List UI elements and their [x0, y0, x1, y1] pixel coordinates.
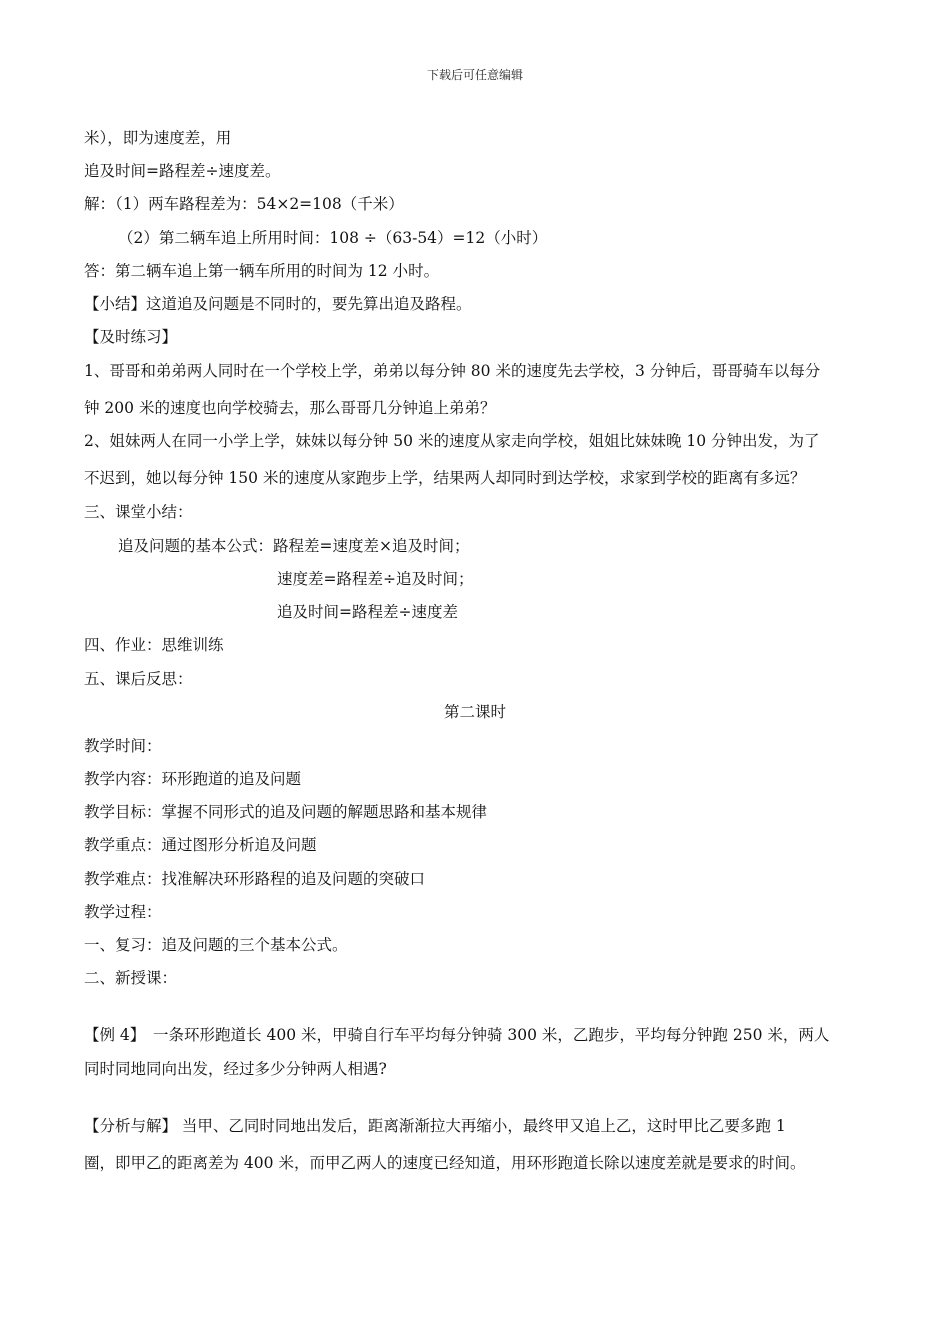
- exercise-2-line-1: 2、姐妹两人在同一小学上学，妹妹以每分钟 50 米的速度从家走向学校，姐姐比妹妹晚 10 分钟出发，为了: [84, 432, 820, 450]
- exercise-1-line-1: 1、哥哥和弟弟两人同时在一个学校上学，弟弟以每分钟 80 米的速度先去学校，3 分钟后，哥哥骑车以每分: [84, 362, 821, 380]
- example-4-line-1: 【例 4】 一条环形跑道长 400 米，甲骑自行车平均每分钟骑 300 米，乙跑步，平均每分钟跑 250 米，两人: [84, 1026, 830, 1044]
- text-line: 追及时间=路程差÷速度差。: [84, 162, 281, 180]
- formula-line: 追及问题的基本公式：路程差=速度差×追及时间；: [118, 537, 470, 555]
- text-line: 教学内容：环形跑道的追及问题: [84, 770, 302, 788]
- section-heading: 四、作业：思维训练: [84, 636, 224, 654]
- summary-line: 【小结】这道追及问题是不同时的，要先算出追及路程。: [84, 295, 472, 313]
- text-line: 教学过程：: [84, 903, 162, 921]
- exercise-1-line-2: 钟 200 米的速度也向学校骑去，那么哥哥几分钟追上弟弟？: [84, 399, 496, 417]
- formula-line: 追及时间=路程差÷速度差: [277, 603, 458, 621]
- section-heading: 【及时练习】: [84, 328, 178, 346]
- text-line: 教学难点：找准解决环形路程的追及问题的突破口: [84, 870, 426, 888]
- section-heading: 五、课后反思：: [84, 670, 193, 688]
- analysis-line-1: 【分析与解】 当甲、乙同时同地出发后，距离渐渐拉大再缩小，最终甲又追上乙，这时甲比乙要多跑 1: [84, 1117, 786, 1135]
- analysis-line-2: 圈，即甲乙的距离差为 400 米，而甲乙两人的速度已经知道，用环形跑道长除以速度差就是要求的时间。: [84, 1154, 806, 1172]
- text-line: 解：（1）两车路程差为：54×2=108（千米）: [84, 195, 404, 213]
- text-line: （2）第二辆车追上所用时间：108 ÷（63-54）=12（小时）: [118, 229, 548, 247]
- lesson-title: 第二课时: [443, 703, 506, 721]
- text-line: 米），即为速度差，用: [84, 129, 232, 147]
- text-line: 答：第二辆车追上第一辆车所用的时间为 12 小时。: [84, 262, 440, 280]
- section-heading: 二、新授课：: [84, 969, 178, 987]
- exercise-2-line-2: 不迟到，她以每分钟 150 米的速度从家跑步上学，结果两人却同时到达学校，求家到学校的距离有多远？: [84, 469, 806, 487]
- formula-line: 速度差=路程差÷追及时间；: [277, 570, 474, 588]
- example-4-line-2: 同时同地同向出发，经过多少分钟两人相遇?: [84, 1060, 387, 1078]
- text-line: 教学重点：通过图形分析追及问题: [84, 836, 317, 854]
- text-line: 教学时间：: [84, 737, 162, 755]
- text-line: 教学目标：掌握不同形式的追及问题的解题思路和基本规律: [84, 803, 488, 821]
- text-line: 一、复习：追及问题的三个基本公式。: [84, 936, 348, 954]
- page-header: 下载后可任意编辑: [426, 68, 523, 82]
- section-heading: 三、课堂小结：: [84, 503, 193, 521]
